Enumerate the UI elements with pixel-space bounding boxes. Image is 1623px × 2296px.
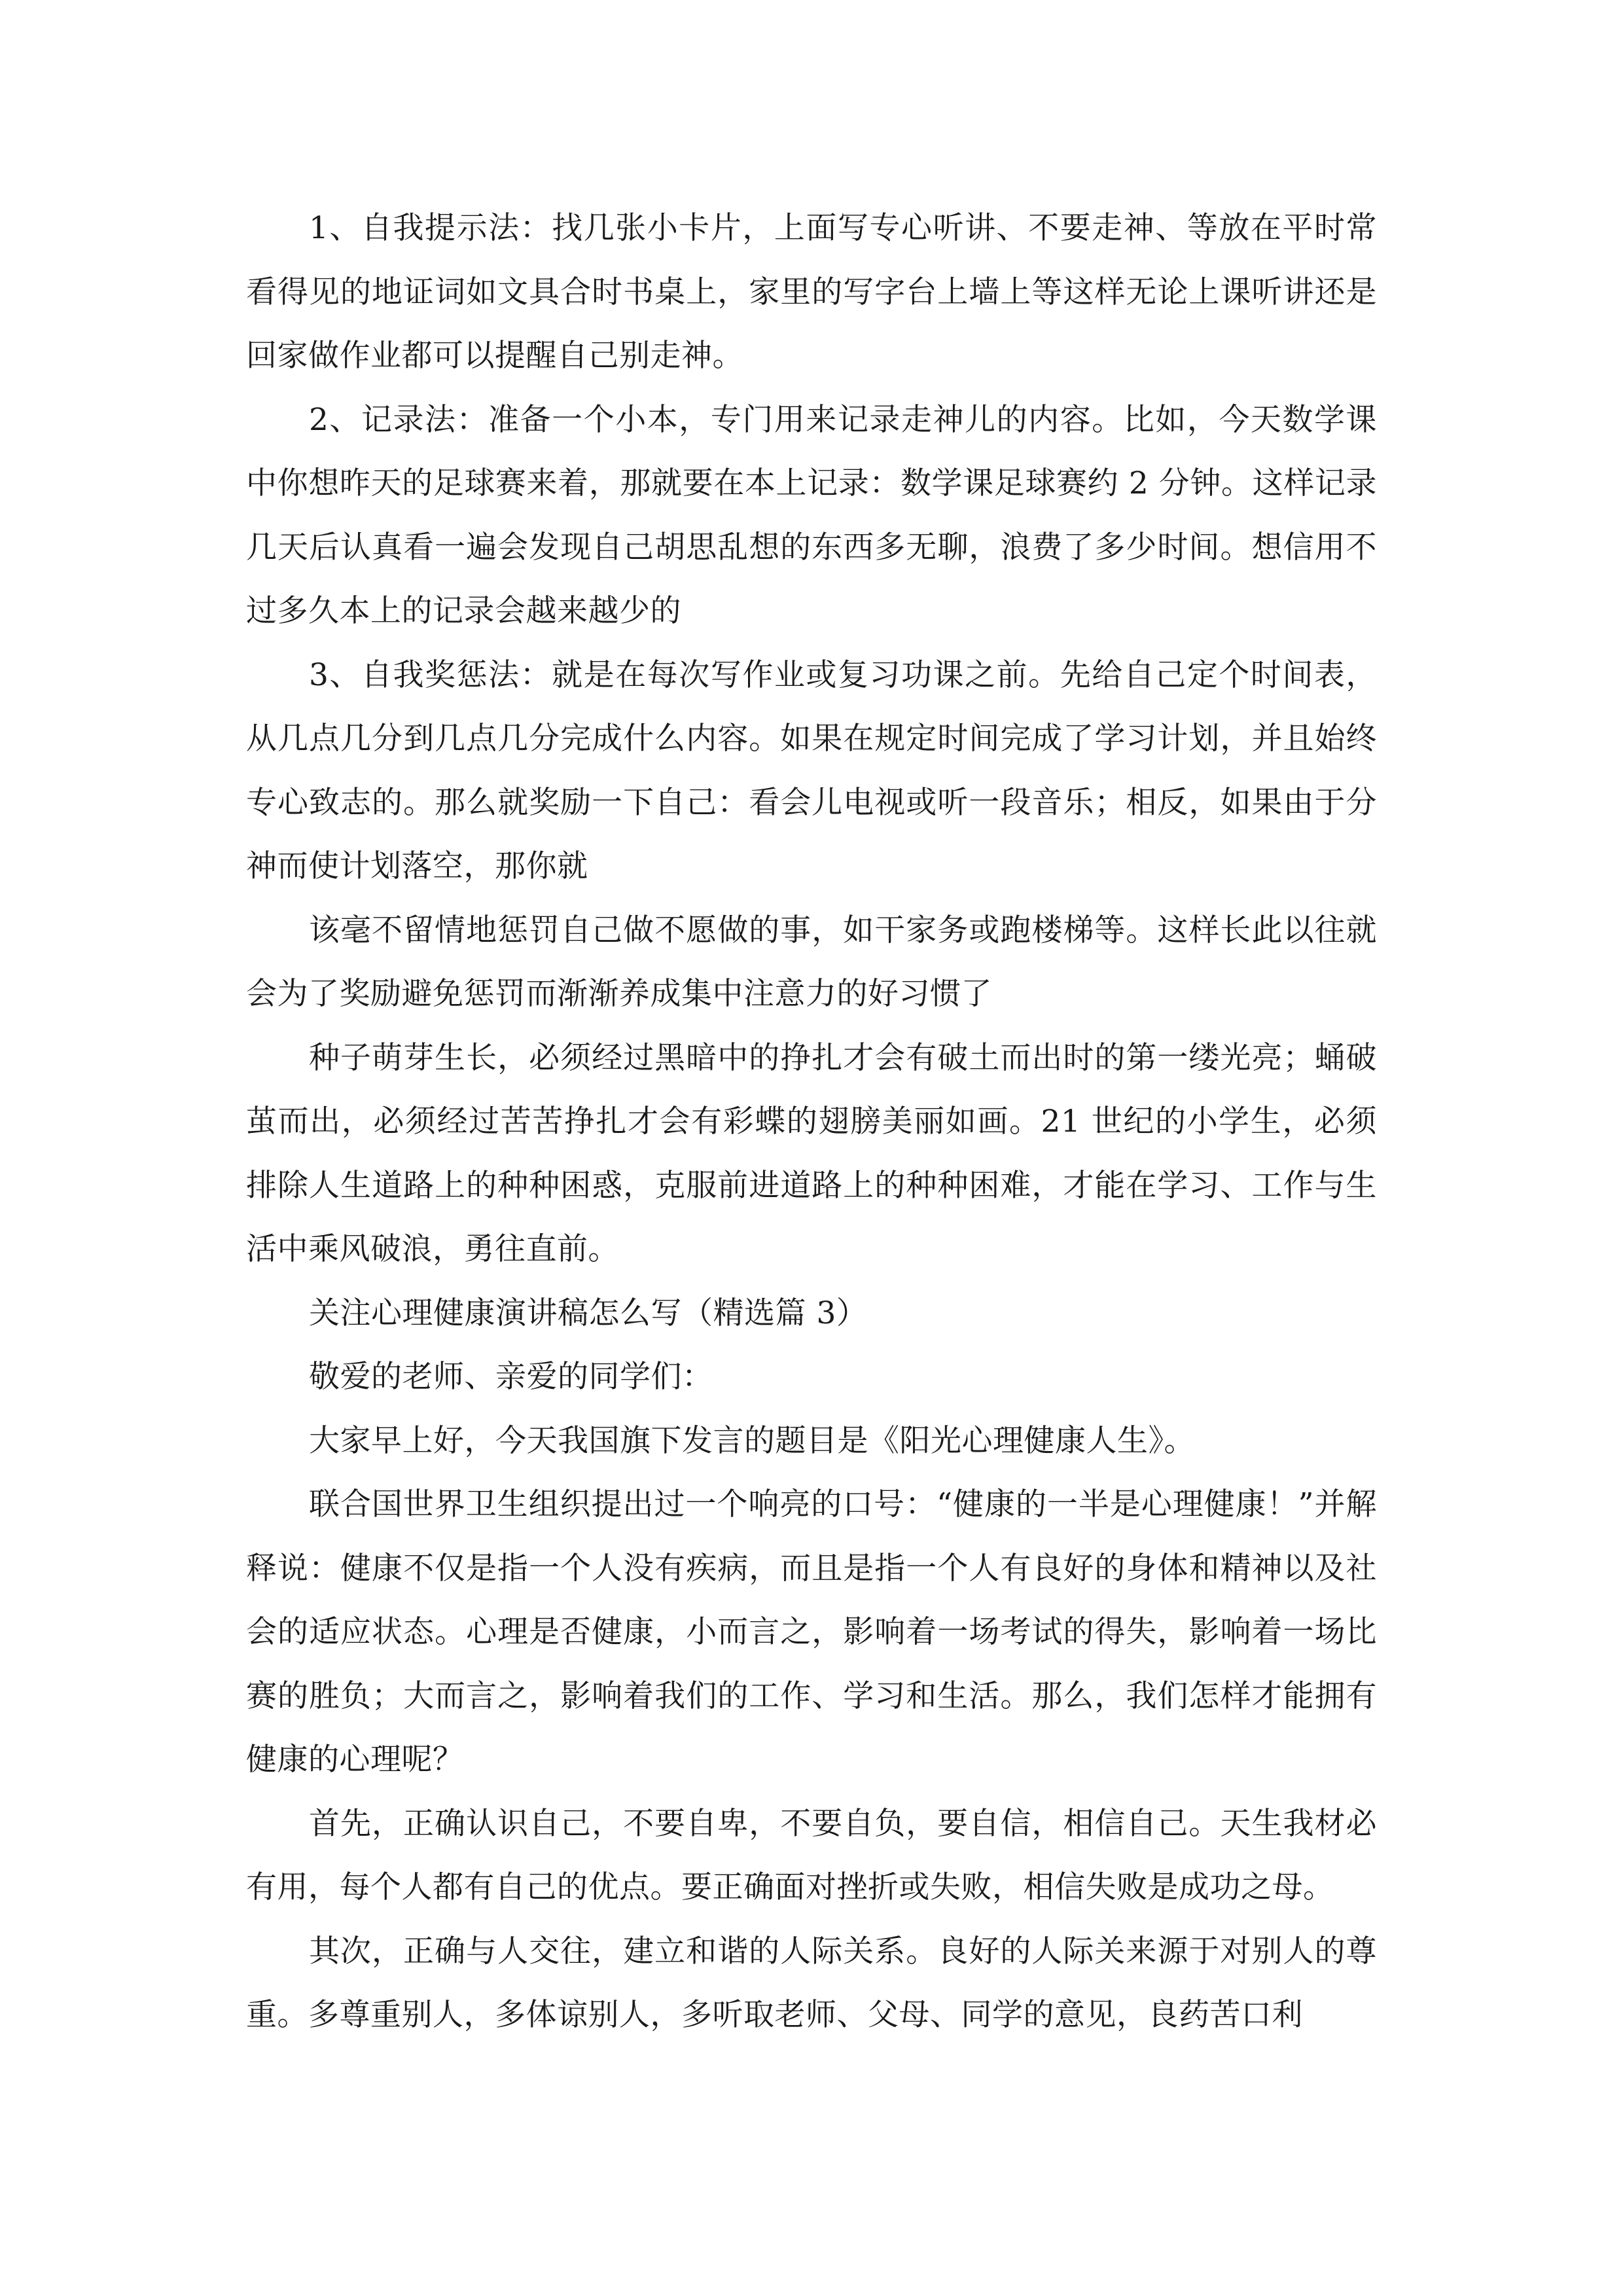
salutation: 敬爱的老师、亲爱的同学们： xyxy=(309,1359,713,1395)
paragraph-greeting: 大家早上好，今天我国旗下发言的题目是《阳光心理健康人生》。 xyxy=(309,1422,1195,1459)
paragraph-first-point: 首先，正确认识自己，不要自卑，不要自负，要自信，相信自己。天生我材必有用，每个人都有自己的优点。要正确面对挫折或失败，相信失败是成功之母。 xyxy=(246,1805,1377,1905)
paragraph-reward-punishment-method: 3、自我奖惩法：就是在每次写作业或复习功课之前。先给自己定个时间表，从几点几分到几点几分完成什么内容。如果在规定时间完成了学习计划，并且始终专心致志的。那么就奖励一下自己：看会儿电视或听一段音乐；相反，如果由于分神而使计划落空，那你就 xyxy=(246,656,1377,884)
paragraph-seed-sprouting: 种子萌芽生长，必须经过黑暗中的挣扎才会有破土而出时的第一缕光亮；蛹破茧而出，必须经过苦苦挣扎才会有彩蝶的翅膀美丽如画。21 世纪的小学生，必须排除人生道路上的种种困惑，克服前进道路上的种种困难，才能在学习、工作与生活中乘风破浪，勇往直前。 xyxy=(246,1039,1377,1267)
section-heading: 关注心理健康演讲稿怎么写（精选篇 3） xyxy=(309,1295,868,1331)
paragraph-second-point: 其次，正确与人交往，建立和谐的人际关系。良好的人际关来源于对别人的尊重。多尊重别人，多体谅别人，多听取老师、父母、同学的意见，良药苦口利 xyxy=(246,1933,1377,2033)
paragraph-who-slogan: 联合国世界卫生组织提出过一个响亮的口号：“健康的一半是心理健康！”并解释说：健康不仅是指一个人没有疾病，而且是指一个人有良好的身体和精神以及社会的适应状态。心理是否健康，小而言之，影响着一场考试的得失，影响着一场比赛的胜负；大而言之，影响着我们的工作、学习和生活。那么，我们怎样才能拥有健康的心理呢？ xyxy=(246,1486,1377,1778)
paragraph-self-prompt-method: 1、自我提示法：找几张小卡片，上面写专心听讲、不要走神、等放在平时常看得见的地证词如文具合时书桌上，家里的写字台上墙上等这样无论上课听讲还是回家做作业都可以提醒自己别走神。 xyxy=(246,210,1377,374)
paragraph-punishment-continued: 该毫不留情地惩罚自己做不愿做的事，如干家务或跑楼梯等。这样长此以往就会为了奖励避免惩罚而渐渐养成集中注意力的好习惯了 xyxy=(246,912,1377,1012)
document-body xyxy=(246,196,1377,2047)
paragraph-recording-method: 2、记录法：准备一个小本，专门用来记录走神儿的内容。比如，今天数学课中你想昨天的足球赛来着，那就要在本上记录：数学课足球赛约 2 分钟。这样记录几天后认真看一遍会发现自己胡思乱想的东西多无聊，浪费了多少时间。想信用不过多久本上的记录会越来越少的 xyxy=(246,401,1377,629)
